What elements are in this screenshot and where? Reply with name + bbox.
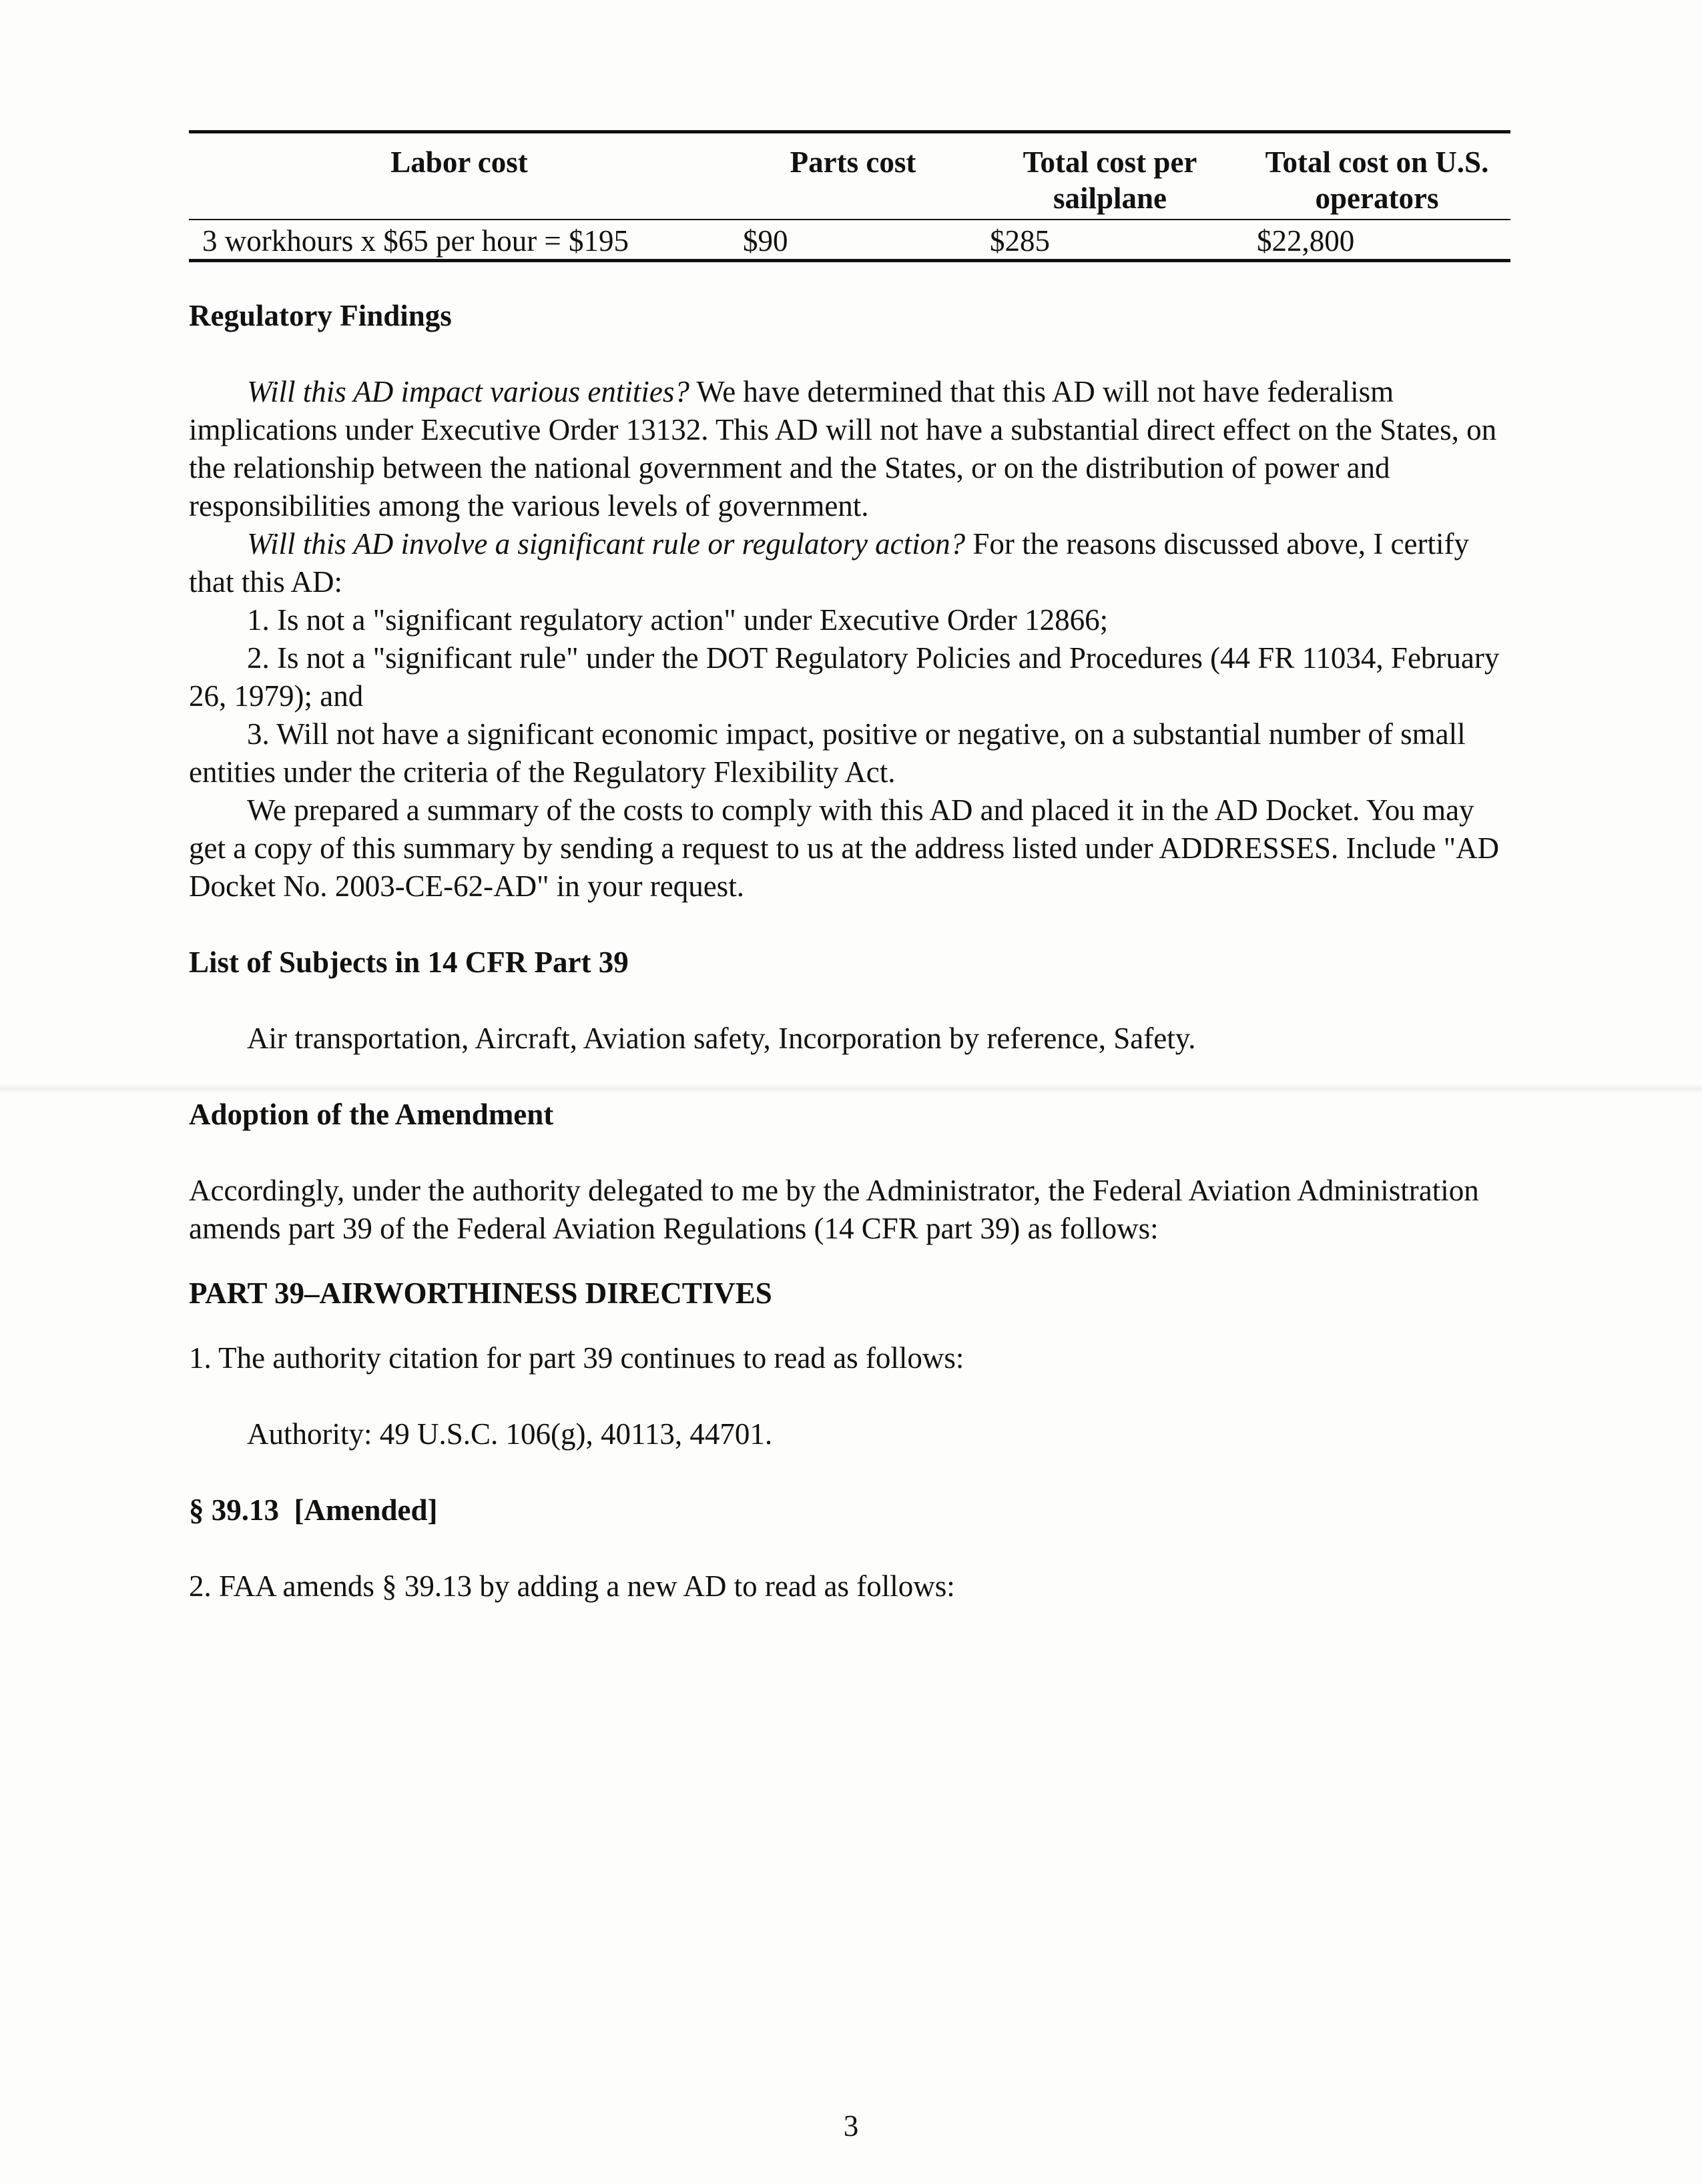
cell-total-per-sailplane: $285 <box>976 220 1243 261</box>
cost-summary-paragraph: We prepared a summary of the costs to comply with this AD and placed it in the AD Docket. You may get a copy of this summary by sending a request to us at the address listed under ADDRESSES. Include "AD Docket No. 2003-CE-62-AD" in your request. <box>189 793 1500 903</box>
adoption-text: Accordingly, under the authority delegated to me by the Administrator, the Federal Aviation Administration amends part 39 of the Federal Aviation Regulations (14 CFR part 39) as follows: <box>189 1174 1479 1245</box>
federalism-answer: We have determined that this AD will not have federalism implications under Executive Order 13132. This AD will not have a substantial direct effect on the States, on the relationship between the national government and the States, or on the distribution of power and responsibilities among the various levels of government. <box>189 375 1497 522</box>
document-body <box>189 130 1514 1605</box>
adoption-heading: Adoption of the Amendment <box>189 1098 554 1131</box>
header-parts-cost: Parts cost <box>730 132 976 220</box>
cell-total-us-operators: $22,800 <box>1243 220 1510 261</box>
federalism-question: Will this AD impact various entities? <box>247 375 689 408</box>
subjects-text: Air transportation, Aircraft, Aviation safety, Incorporation by reference, Safety. <box>247 1022 1196 1055</box>
authority-citation-item: 1. The authority citation for part 39 continues to read as follows: <box>189 1341 964 1375</box>
regulatory-findings-heading: Regulatory Findings <box>189 299 452 332</box>
significant-rule-paragraph <box>189 525 1514 601</box>
federalism-paragraph <box>189 373 1514 525</box>
certification-item-3: 3. Will not have a significant economic impact, positive or negative, on a substantial number of small entities under the criteria of the Regulatory Flexibility Act. <box>189 717 1466 789</box>
table-row <box>189 220 1510 261</box>
header-labor-cost: Labor cost <box>189 132 730 220</box>
part39-heading: PART 39–AIRWORTHINESS DIRECTIVES <box>189 1277 772 1310</box>
certification-item-1: 1. Is not a "significant regulatory action" under Executive Order 12866; <box>247 603 1109 637</box>
cell-parts-cost: $90 <box>730 220 976 261</box>
amendment-item: 2. FAA amends § 39.13 by adding a new AD to read as follows: <box>189 1569 955 1603</box>
cell-labor-cost: 3 workhours x $65 per hour = $195 <box>189 220 730 261</box>
cost-table-header-row <box>189 132 1510 220</box>
page-number: 3 <box>843 2109 859 2143</box>
authority-text: Authority: 49 U.S.C. 106(g), 40113, 44701. <box>247 1417 773 1451</box>
section-heading: § 39.13 [Amended] <box>189 1493 438 1527</box>
subjects-heading: List of Subjects in 14 CFR Part 39 <box>189 946 629 979</box>
significant-rule-answer: For the reasons discussed above, I certify that this AD: <box>189 527 1469 599</box>
certification-item-2: 2. Is not a "significant rule" under the DOT Regulatory Policies and Procedures (44 FR 11034, February 26, 1979); and <box>189 641 1500 713</box>
header-total-cost-us-operators: Total cost on U.S. operators <box>1243 132 1510 220</box>
cost-table <box>189 130 1510 262</box>
header-total-cost-per-sailplane: Total cost per sailplane <box>976 132 1243 220</box>
significant-rule-question: Will this AD involve a significant rule or regulatory action? <box>247 527 966 561</box>
